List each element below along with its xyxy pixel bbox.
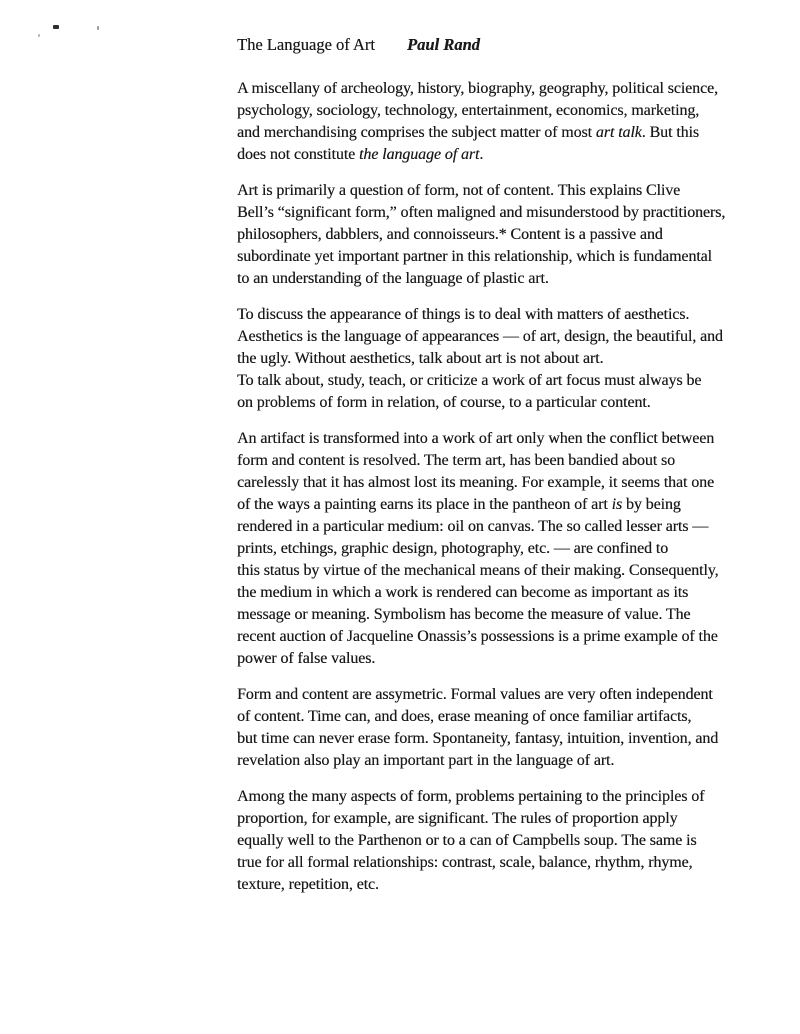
text-line: [237, 348, 782, 370]
text-line: [237, 392, 782, 414]
text-segment: on problems of form in relation, of course, to a particular content.: [237, 394, 651, 411]
text-line: [237, 728, 782, 750]
paragraph: [237, 180, 782, 290]
text-line: [237, 684, 782, 706]
paragraph: [237, 78, 782, 166]
text-line: [237, 582, 782, 604]
text-line: [237, 852, 782, 874]
text-segment: equally well to the Parthenon or to a can of Campbells soup. The same is: [237, 832, 697, 849]
text-segment: of the ways a painting earns its place in the pantheon of art: [237, 496, 612, 513]
italic-text: the language of art: [359, 146, 480, 163]
text-segment: but time can never erase form. Spontaneity, fantasy, intuition, invention, and: [237, 730, 719, 747]
text-line: [237, 180, 782, 202]
text-segment: power of false values.: [237, 650, 376, 667]
text-line: [237, 326, 782, 348]
text-line: [237, 100, 782, 122]
text-line: [237, 224, 782, 246]
text-line: [237, 450, 782, 472]
text-line: [237, 472, 782, 494]
document-header: [237, 34, 782, 56]
text-segment: To talk about, study, teach, or criticize a work of art focus must always be: [237, 372, 702, 389]
text-segment: subordinate yet important partner in this relationship, which is fundamental: [237, 248, 712, 265]
document-author: Paul Rand: [407, 35, 480, 54]
text-line: [237, 830, 782, 852]
text-segment: this status by virtue of the mechanical means of their making. Consequently,: [237, 562, 719, 579]
text-line: [237, 516, 782, 538]
text-line: [237, 604, 782, 626]
scan-speck: [38, 34, 40, 37]
text-segment: Form and content are assymetric. Formal values are very often independent: [237, 686, 713, 703]
text-segment: philosophers, dabblers, and connoisseurs.* Content is a passive and: [237, 226, 663, 243]
text-segment: To discuss the appearance of things is to deal with matters of aesthetics.: [237, 306, 690, 323]
document-body: [237, 78, 782, 896]
italic-text: art talk: [595, 124, 642, 141]
text-segment: A miscellany of archeology, history, biography, geography, political science,: [237, 80, 718, 97]
scan-speck: [97, 26, 99, 30]
text-segment: recent auction of Jacqueline Onassis’s possessions is a prime example of the: [237, 628, 718, 645]
text-line: [237, 706, 782, 728]
text-segment: texture, repetition, etc.: [237, 876, 379, 893]
text-segment: does not constitute: [237, 146, 359, 163]
text-line: [237, 494, 782, 516]
text-segment: by being: [622, 496, 681, 513]
text-segment: An artifact is transformed into a work of art only when the conflict between: [237, 430, 715, 447]
text-line: [237, 538, 782, 560]
text-segment: proportion, for example, are significant. The rules of proportion apply: [237, 810, 678, 827]
text-line: [237, 786, 782, 808]
text-segment: of content. Time can, and does, erase meaning of once familiar artifacts,: [237, 708, 692, 725]
text-column: [237, 34, 782, 910]
text-segment: carelessly that it has almost lost its meaning. For example, it seems that one: [237, 474, 714, 491]
text-segment: Among the many aspects of form, problems pertaining to the principles of: [237, 788, 705, 805]
text-segment: message or meaning. Symbolism has become the measure of value. The: [237, 606, 691, 623]
text-line: [237, 304, 782, 326]
text-line: [237, 626, 782, 648]
text-segment: true for all formal relationships: contrast, scale, balance, rhythm, rhyme,: [237, 854, 693, 871]
text-segment: form and content is resolved. The term art, has been bandied about so: [237, 452, 676, 469]
text-line: [237, 874, 782, 896]
text-segment: the ugly. Without aesthetics, talk about art is not about art.: [237, 350, 604, 367]
text-segment: prints, etchings, graphic design, photography, etc. — are confined to: [237, 540, 669, 557]
text-segment: revelation also play an important part in the language of art.: [237, 752, 615, 769]
paragraph: [237, 304, 782, 414]
text-segment: . But this: [641, 124, 699, 141]
italic-text: is: [611, 496, 623, 513]
text-segment: Bell’s “significant form,” often maligned and misunderstood by practitioners,: [237, 204, 726, 221]
text-line: [237, 246, 782, 268]
text-segment: Aesthetics is the language of appearances — of art, design, the beautiful, and: [237, 328, 723, 345]
text-line: [237, 560, 782, 582]
text-line: [237, 78, 782, 100]
text-line: [237, 808, 782, 830]
text-segment: .: [479, 146, 484, 163]
paragraph: [237, 684, 782, 772]
text-segment: Art is primarily a question of form, not of content. This explains Clive: [237, 182, 681, 199]
paragraph: [237, 428, 782, 670]
text-line: [237, 202, 782, 224]
text-line: [237, 648, 782, 670]
scan-speck: [53, 25, 59, 29]
text-line: [237, 750, 782, 772]
text-line: [237, 268, 782, 290]
document-title: The Language of Art: [237, 35, 375, 54]
text-line: [237, 144, 782, 166]
text-segment: to an understanding of the language of plastic art.: [237, 270, 549, 287]
text-segment: and merchandising comprises the subject matter of most: [237, 124, 596, 141]
paragraph: [237, 786, 782, 896]
text-line: [237, 428, 782, 450]
text-line: [237, 122, 782, 144]
text-line: [237, 370, 782, 392]
text-segment: rendered in a particular medium: oil on canvas. The so called lesser arts —: [237, 518, 709, 535]
text-segment: psychology, sociology, technology, entertainment, economics, marketing,: [237, 102, 700, 119]
text-segment: the medium in which a work is rendered can become as important as its: [237, 584, 689, 601]
